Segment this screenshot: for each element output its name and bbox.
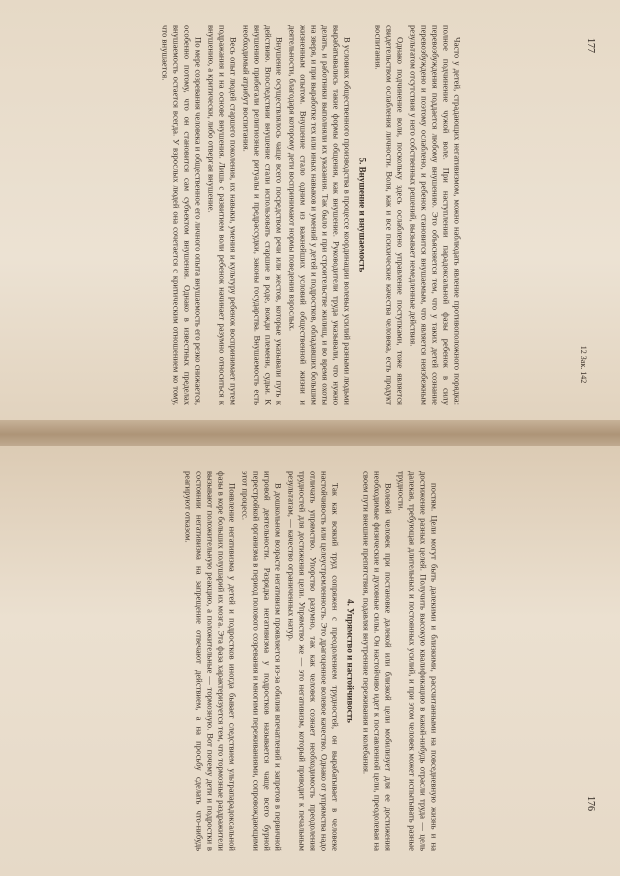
section-heading: 4. Упрямство и настойчивость bbox=[345, 599, 356, 723]
section-heading: 5. Внушение и внушаемость bbox=[357, 157, 368, 273]
paragraph: постям. Цели могут быть далекими и близкими, рассчитанными на повседневную жизнь и на достижение разных целей. Получить высокую квалификацию в какой-нибудь отрасли труда — цель далекая, требующая длительных и постоянных усилий, и при этом человек может испытывать разные трудности. bbox=[396, 471, 440, 851]
page-177-text bbox=[158, 25, 463, 405]
paragraph: В дошкольном возрасте негативизм проявляется из-за обилия впечатлений и запретов в первичной игровой деятельности. Разрядка негативизма у подростков называется чаще всего бурной перестройкой организма в период полового созревания и многими переживаниями, сопровождающими этот процесс. bbox=[240, 471, 284, 851]
paragraph: Однако подчинение воли, поскольку здесь ослаблено управление поступками, тоже является свидетельством ослабления личности. Воля, как и все психические качества человека, есть продукт воспитания. bbox=[373, 25, 406, 405]
printer-signature: 12 Зак. 142 bbox=[578, 345, 588, 384]
paragraph: Часто у детей, страдающих негативизмом, можно наблюдать явление противоположного порядка: полное подчинение чужой воле. При наступлении парадоксальной фазы ребенок в силу перевозбуждения поддается любому внушению. Это объясняется тем, что у таких детей сознание перевозбуждено и поэтому ослаблено, и ребенок становится внушаемым, что является неизбежным результатом отсутствия у него собственных решений, вызывает немедленные действия. bbox=[408, 25, 463, 405]
paragraph: В условиях общественного производства в процессе координации волевых усилий разными людьми вырабатывались такие формы общения, как внушение. Руководители труда указывали, что нужно делать, и работники выполняли их указания. Так было и при строительстве жилищ, и во время охоты на зверя, и при выработке тех или иных навыков и умений у детей и подростков, обладавших большим жизненным опытом. Внушение стало одним из важнейших условий общественной жизни и деятельности, благодаря которому дети воспринимают нормы поведения взрослых. bbox=[287, 25, 353, 405]
paragraph: Внушение осуществлялось чаще всего посредством речи или жестов, которые указывали путь к действию. Впоследствии внушение стали использовать старшие в роде, вожди племени, судьи. К внушению прибегали религиозные ритуалы и предрассудки, законы государства. Внушаемость есть необходимый атрибут воспитания. bbox=[241, 25, 285, 405]
paragraph: По мере созревания человека и общественное его личного опыта внушаемость его резко снижается, особенно потому, что он становится сам субъектом внушения. Однако в известных пределах внушаемость остается всегда. У взрослых людей она сочетается с критическим отношением ко тому, что внушается. bbox=[160, 25, 204, 405]
paragraph: Появление негативизма у детей и подростков иногда бывает следствием ультрапарадоксальной фазы в коре больших полушарий их мозга. Эта фаза характеризуется тем, что тормозные раздражители вызывают положительную реакцию, а положительные — тормозную. Вот почему дети и подростки в состоянии негативизма на запрещение отвечают действием, а на просьбу сделать что-нибудь реагируют отказом. bbox=[183, 471, 238, 851]
paragraph: Волевой человек при постановке далекой или близкой цели мобилизует для ее достижения необходимые физические и духовные силы. Он настойчиво идет к поставленной цели, преодолевая на своем пути внешние препятствия, подавляя внутренние переживания и колебания. bbox=[361, 471, 394, 851]
paragraph: Весь опыт людей старшего поколения, их навыки, умения и культуру ребенок воспринимает путем подражания и на основе внушения. Лишь с развитием воли ребенок начинает разумно относиться к внушению, а критически, либо отвергая внушение. bbox=[206, 25, 239, 405]
page-number: 177 bbox=[585, 38, 596, 53]
page-number: 176 bbox=[585, 796, 596, 811]
page-176-text bbox=[181, 471, 440, 851]
paragraph: Так как всякий труд сопряжен с преодолением трудностей, он вырабатывает в человеке настойчивость или целеустремленность. Это драгоценное волевое качество. Однако от упрямства надо отличать упрямство. Упорство разумно, так как человек сознает необходимость преодоления трудностей для достижения цели. Упрямство же — это негативизм, который приводит к печальным результатам, — качество ограниченных натур. bbox=[286, 471, 341, 851]
page-176 bbox=[0, 446, 620, 876]
page-177 bbox=[0, 0, 620, 430]
